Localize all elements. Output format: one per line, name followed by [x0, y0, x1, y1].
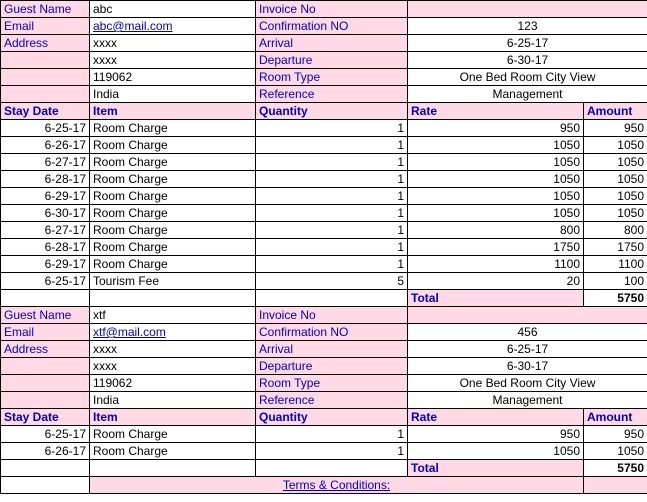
item-cell[interactable]: Room Charge: [90, 120, 256, 137]
address-row: [1, 392, 647, 409]
guest-name-row: [1, 307, 647, 324]
amount-cell[interactable]: 1050: [584, 137, 647, 154]
address-line[interactable]: 119062: [90, 375, 256, 392]
room-type-value[interactable]: One Bed Room City View: [408, 69, 647, 86]
quantity-header: Quantity: [256, 103, 408, 120]
rate-cell[interactable]: 1050: [408, 205, 584, 222]
total-label: Total: [408, 460, 584, 477]
address-row: [1, 52, 647, 69]
total-label: Total: [408, 290, 584, 307]
address-row: [1, 375, 647, 392]
email-label: Email: [1, 324, 90, 341]
email-value[interactable]: [90, 324, 256, 341]
stay-date-cell[interactable]: 6-25-17: [1, 426, 90, 443]
quantity-cell[interactable]: 1: [256, 222, 408, 239]
quantity-cell[interactable]: 1: [256, 205, 408, 222]
email-row: [1, 324, 647, 341]
rate-cell[interactable]: 20: [408, 273, 584, 290]
stay-date-cell[interactable]: 6-27-17: [1, 222, 90, 239]
rate-cell[interactable]: 1050: [408, 154, 584, 171]
amount-cell[interactable]: 800: [584, 222, 647, 239]
quantity-header: Quantity: [256, 409, 408, 426]
address-row: [1, 358, 647, 375]
amount-header: Amount: [584, 409, 647, 426]
total-blank: [90, 460, 256, 477]
arrival-value[interactable]: 6-25-17: [408, 341, 647, 358]
email-value-link[interactable]: abc@mail.com: [93, 19, 173, 33]
guest-name-label: Guest Name: [1, 307, 90, 324]
line-items-header: [1, 409, 647, 426]
stay-date-cell[interactable]: 6-29-17: [1, 188, 90, 205]
address-row: [1, 69, 647, 86]
departure-value[interactable]: 6-30-17: [408, 358, 647, 375]
rate-cell[interactable]: 1750: [408, 239, 584, 256]
quantity-cell[interactable]: 1: [256, 137, 408, 154]
terms-blank-right: [584, 477, 647, 494]
guest-name-value[interactable]: abc: [90, 1, 256, 18]
item-cell[interactable]: Room Charge: [90, 154, 256, 171]
item-cell[interactable]: Room Charge: [90, 426, 256, 443]
rate-cell[interactable]: 800: [408, 222, 584, 239]
total-value: 5750: [584, 290, 647, 307]
total-blank: [1, 460, 90, 477]
guest-name-value[interactable]: xtf: [90, 307, 256, 324]
reference-value[interactable]: Management: [408, 86, 647, 103]
rate-cell[interactable]: 950: [408, 426, 584, 443]
arrival-label: Arrival: [256, 35, 408, 52]
item-cell[interactable]: Room Charge: [90, 171, 256, 188]
line-item-row: [1, 426, 647, 443]
rate-header: Rate: [408, 103, 584, 120]
quantity-cell[interactable]: 1: [256, 120, 408, 137]
address-label-blank: [1, 375, 90, 392]
stay-date-header: Stay Date: [1, 103, 90, 120]
stay-date-cell[interactable]: 6-26-17: [1, 137, 90, 154]
address-label-blank: [1, 86, 90, 103]
address-row: [1, 341, 647, 358]
rate-cell[interactable]: 1050: [408, 443, 584, 460]
quantity-cell[interactable]: 1: [256, 171, 408, 188]
item-cell[interactable]: Room Charge: [90, 256, 256, 273]
total-blank: [256, 290, 408, 307]
confirmation-no-value[interactable]: 456: [408, 324, 647, 341]
amount-cell[interactable]: 1100: [584, 256, 647, 273]
departure-label: Departure: [256, 52, 408, 69]
invoice-no-label: Invoice No: [256, 1, 408, 18]
line-item-row: [1, 222, 647, 239]
guest-name-row: [1, 1, 647, 18]
line-item-row: [1, 239, 647, 256]
address-line[interactable]: 119062: [90, 69, 256, 86]
quantity-cell[interactable]: 1: [256, 256, 408, 273]
email-label: Email: [1, 18, 90, 35]
address-label: Address: [1, 341, 90, 358]
arrival-value[interactable]: 6-25-17: [408, 35, 647, 52]
amount-cell[interactable]: 950: [584, 120, 647, 137]
email-row: [1, 18, 647, 35]
item-header: Item: [90, 409, 256, 426]
item-cell[interactable]: Room Charge: [90, 205, 256, 222]
total-blank: [256, 460, 408, 477]
quantity-cell[interactable]: 1: [256, 426, 408, 443]
total-value: 5750: [584, 460, 647, 477]
stay-date-cell[interactable]: 6-25-17: [1, 273, 90, 290]
stay-date-cell[interactable]: 6-30-17: [1, 205, 90, 222]
terms-link[interactable]: Terms & Conditions:: [282, 478, 391, 492]
total-blank: [90, 290, 256, 307]
reference-label: Reference: [256, 392, 408, 409]
item-cell[interactable]: Room Charge: [90, 222, 256, 239]
amount-cell[interactable]: 100: [584, 273, 647, 290]
address-line[interactable]: xxxx: [90, 52, 256, 69]
amount-cell[interactable]: 1050: [584, 205, 647, 222]
amount-cell[interactable]: 950: [584, 426, 647, 443]
amount-cell[interactable]: 1750: [584, 239, 647, 256]
address-label-blank: [1, 52, 90, 69]
room-type-label: Room Type: [256, 375, 408, 392]
room-type-label: Room Type: [256, 69, 408, 86]
total-row: [1, 460, 647, 477]
rate-cell[interactable]: 1050: [408, 171, 584, 188]
address-label-blank: [1, 392, 90, 409]
invoice-no-label: Invoice No: [256, 307, 408, 324]
address-label-blank: [1, 69, 90, 86]
line-item-row: [1, 273, 647, 290]
amount-cell[interactable]: 1050: [584, 443, 647, 460]
departure-value[interactable]: 6-30-17: [408, 52, 647, 69]
stay-date-cell[interactable]: 6-29-17: [1, 256, 90, 273]
guest-name-label: Guest Name: [1, 1, 90, 18]
room-type-value[interactable]: One Bed Room City View: [408, 375, 647, 392]
quantity-cell[interactable]: 1: [256, 154, 408, 171]
amount-cell[interactable]: 1050: [584, 188, 647, 205]
line-item-row: [1, 443, 647, 460]
confirmation-no-value[interactable]: 123: [408, 18, 647, 35]
departure-label: Departure: [256, 358, 408, 375]
rate-cell[interactable]: 1050: [408, 137, 584, 154]
address-row: [1, 86, 647, 103]
invoice-no-value[interactable]: [408, 1, 647, 18]
amount-header: Amount: [584, 103, 647, 120]
line-item-row: [1, 137, 647, 154]
address-line[interactable]: India: [90, 392, 256, 409]
address-line[interactable]: India: [90, 86, 256, 103]
address-line[interactable]: xxxx: [90, 358, 256, 375]
item-cell[interactable]: Room Charge: [90, 239, 256, 256]
terms-cell: [90, 477, 584, 494]
quantity-cell[interactable]: 5: [256, 273, 408, 290]
terms-blank: [1, 477, 90, 494]
email-value-link[interactable]: xtf@mail.com: [93, 325, 166, 339]
stay-date-cell[interactable]: 6-27-17: [1, 154, 90, 171]
line-items-header: [1, 103, 647, 120]
item-cell[interactable]: Room Charge: [90, 443, 256, 460]
invoice-no-value[interactable]: [408, 307, 647, 324]
terms-row: [1, 477, 647, 494]
line-item-row: [1, 188, 647, 205]
stay-date-cell[interactable]: 6-28-17: [1, 239, 90, 256]
item-cell[interactable]: Room Charge: [90, 137, 256, 154]
stay-date-header: Stay Date: [1, 409, 90, 426]
address-label: Address: [1, 35, 90, 52]
total-row: [1, 290, 647, 307]
amount-cell[interactable]: 1050: [584, 171, 647, 188]
line-item-row: [1, 205, 647, 222]
item-header: Item: [90, 103, 256, 120]
stay-date-cell[interactable]: 6-28-17: [1, 171, 90, 188]
line-item-row: [1, 120, 647, 137]
line-item-row: [1, 154, 647, 171]
arrival-label: Arrival: [256, 341, 408, 358]
address-line[interactable]: xxxx: [90, 341, 256, 358]
quantity-cell[interactable]: 1: [256, 188, 408, 205]
item-cell[interactable]: Tourism Fee: [90, 273, 256, 290]
address-label-blank: [1, 358, 90, 375]
quantity-cell[interactable]: 1: [256, 443, 408, 460]
rate-cell[interactable]: 1050: [408, 188, 584, 205]
address-line[interactable]: xxxx: [90, 35, 256, 52]
address-row: [1, 35, 647, 52]
line-item-row: [1, 171, 647, 188]
rate-cell[interactable]: 1100: [408, 256, 584, 273]
amount-cell[interactable]: 1050: [584, 154, 647, 171]
confirmation-no-label: Confirmation NO: [256, 18, 408, 35]
quantity-cell[interactable]: 1: [256, 239, 408, 256]
rate-header: Rate: [408, 409, 584, 426]
reference-label: Reference: [256, 86, 408, 103]
stay-date-cell[interactable]: 6-26-17: [1, 443, 90, 460]
line-item-row: [1, 256, 647, 273]
confirmation-no-label: Confirmation NO: [256, 324, 408, 341]
item-cell[interactable]: Room Charge: [90, 188, 256, 205]
rate-cell[interactable]: 950: [408, 120, 584, 137]
email-value[interactable]: [90, 18, 256, 35]
total-blank: [1, 290, 90, 307]
stay-date-cell[interactable]: 6-25-17: [1, 120, 90, 137]
reference-value[interactable]: Management: [408, 392, 647, 409]
